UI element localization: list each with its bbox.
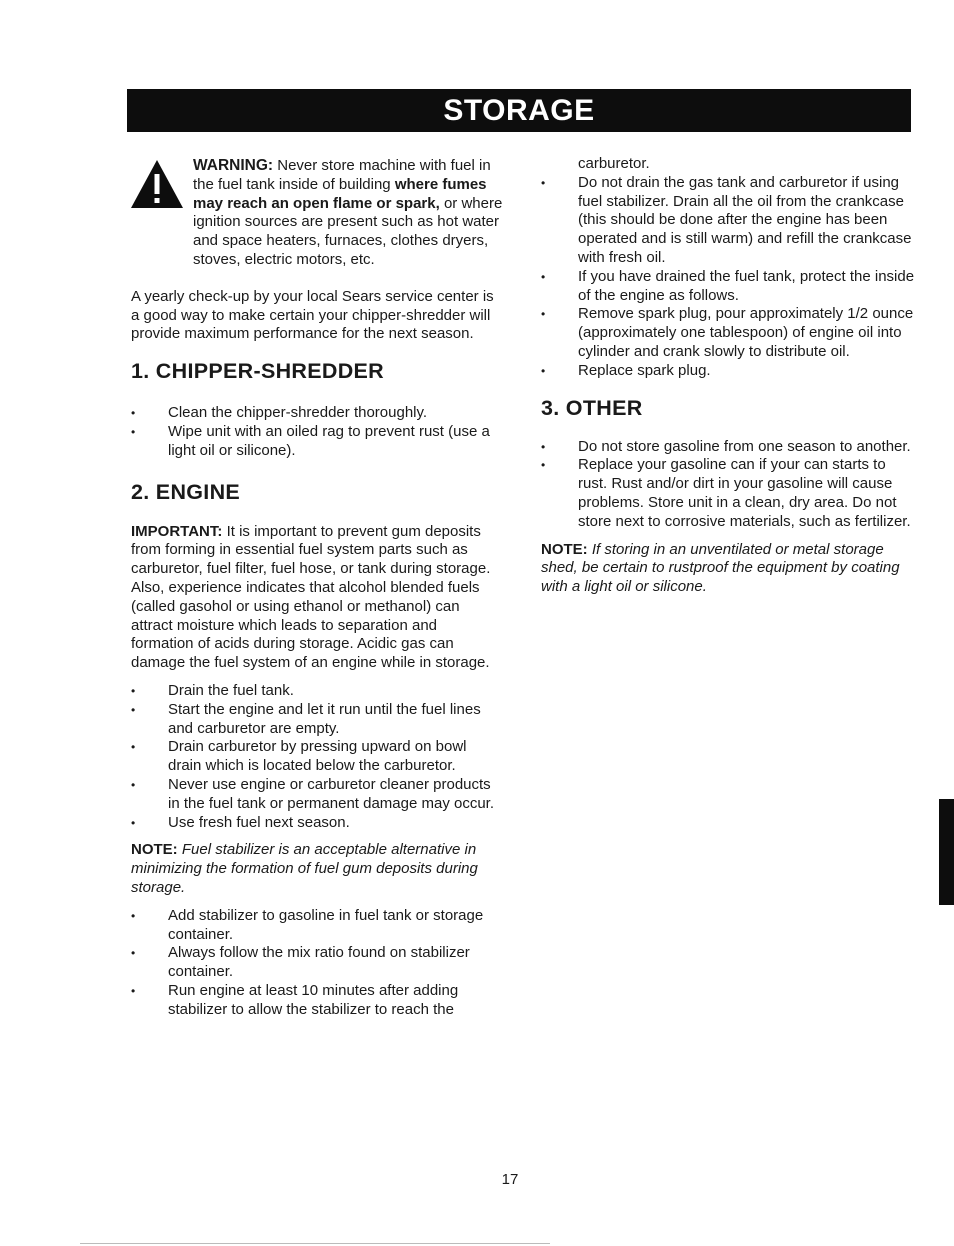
- list-item: • Use fresh fuel next season.: [131, 814, 503, 833]
- list-item: • Run engine at least 10 minutes after adding stabilizer to allow the stabilizer to reach the: [131, 982, 503, 1020]
- list-item: • Do not drain the gas tank and carburetor if using fuel stabilizer. Drain all the oil from the crankcase (this should be done after the engine has been operated and is still warm) and refill the crankcase with fresh oil.: [541, 174, 917, 268]
- warning-triangle-icon: [130, 159, 184, 209]
- list-item: • Start the engine and let it run until the fuel lines and carburetor are empty.: [131, 701, 503, 739]
- list-item: • Never use engine or carburetor cleaner products in the fuel tank or permanent damage may occur.: [131, 776, 503, 814]
- list-item: • Replace spark plug.: [541, 362, 917, 381]
- footer-divider: [80, 1243, 550, 1244]
- other-note: [541, 541, 917, 597]
- warning-text-2: or where ignition sources are present such as hot water and space heaters, furnaces, clothes dryers, stoves, electric motors, etc.: [193, 194, 503, 268]
- important-paragraph: [131, 523, 503, 673]
- note-label: NOTE:: [541, 540, 588, 558]
- note-text: Fuel stabilizer is an acceptable alternative in minimizing the formation of fuel gum deposits during storage.: [131, 841, 478, 896]
- section-heading-engine: 2. ENGINE: [131, 479, 241, 504]
- list-item: • Clean the chipper-shredder thoroughly.: [131, 404, 503, 423]
- list-item: • Drain carburetor by pressing upward on bowl drain which is located below the carburetor.: [131, 738, 503, 776]
- list-item: • Always follow the mix ratio found on stabilizer container.: [131, 944, 503, 982]
- warning-bold-text: where fumes may reach an open flame or spark,: [193, 175, 487, 212]
- page-title: STORAGE: [127, 89, 911, 132]
- warning-block: [131, 157, 503, 270]
- other-list: [541, 438, 917, 532]
- section-heading-other: 3. OTHER: [541, 395, 643, 420]
- right-column: [541, 155, 917, 597]
- engine-note: [131, 841, 503, 897]
- warning-label: WARNING:: [193, 157, 274, 174]
- section-heading-chipper-shredder: 1. CHIPPER-SHREDDER: [131, 359, 384, 384]
- page-number: 17: [501, 1171, 519, 1188]
- list-item: • Drain the fuel tank.: [131, 682, 503, 701]
- list-item: • Replace your gasoline can if your can starts to rust. Rust and/or dirt in your gasoline will cause problems. Store unit in a clean, dry area. Do not store next to corrosive materials, such as fertilizer.: [541, 456, 917, 531]
- list-item: • If you have drained the fuel tank, protect the inside of the engine as follows.: [541, 268, 917, 306]
- warning-text: [193, 157, 503, 270]
- intro-paragraph: A yearly check-up by your local Sears service center is a good way to make certain your chipper-shredder will provide maximum performance for the next season.: [131, 287, 494, 343]
- list-item: • Add stabilizer to gasoline in fuel tank or storage container.: [131, 907, 503, 945]
- list-item: • Do not store gasoline from one season to another.: [541, 438, 917, 457]
- chipper-shredder-list: [131, 404, 503, 460]
- continued-text: carburetor.: [578, 155, 650, 172]
- note-text: If storing in an unventilated or metal storage shed, be certain to rustproof the equipment by coating with a light oil or silicone.: [541, 540, 900, 596]
- warning-text-1: Never store machine with fuel in the fuel tank inside of building: [193, 157, 491, 193]
- stabilizer-list: [131, 907, 503, 1020]
- list-item: • Remove spark plug, pour approximately 1/2 ounce (approximately one tablespoon) of engine oil into cylinder and crank slowly to distribute oil.: [541, 305, 917, 361]
- left-column: [131, 157, 503, 1019]
- engine-list-continued: [541, 174, 917, 381]
- side-tab-marker: [939, 799, 954, 905]
- important-label: IMPORTANT:: [131, 522, 223, 540]
- engine-list: [131, 682, 503, 832]
- list-item: • Wipe unit with an oiled rag to prevent rust (use a light oil or silicone).: [131, 423, 503, 461]
- important-text: It is important to prevent gum deposits from forming in essential fuel system parts such as carburetor, fuel filter, fuel hose, or tank during storage. Also, experience indicates that alcohol blended fuels (called gasohol or using ethanol or methanol) can attract moisture which leads to separation and formation of acids during storage. Acidic gas can damage the fuel system of an engine while in storage.: [131, 522, 491, 672]
- note-label: NOTE:: [131, 841, 178, 859]
